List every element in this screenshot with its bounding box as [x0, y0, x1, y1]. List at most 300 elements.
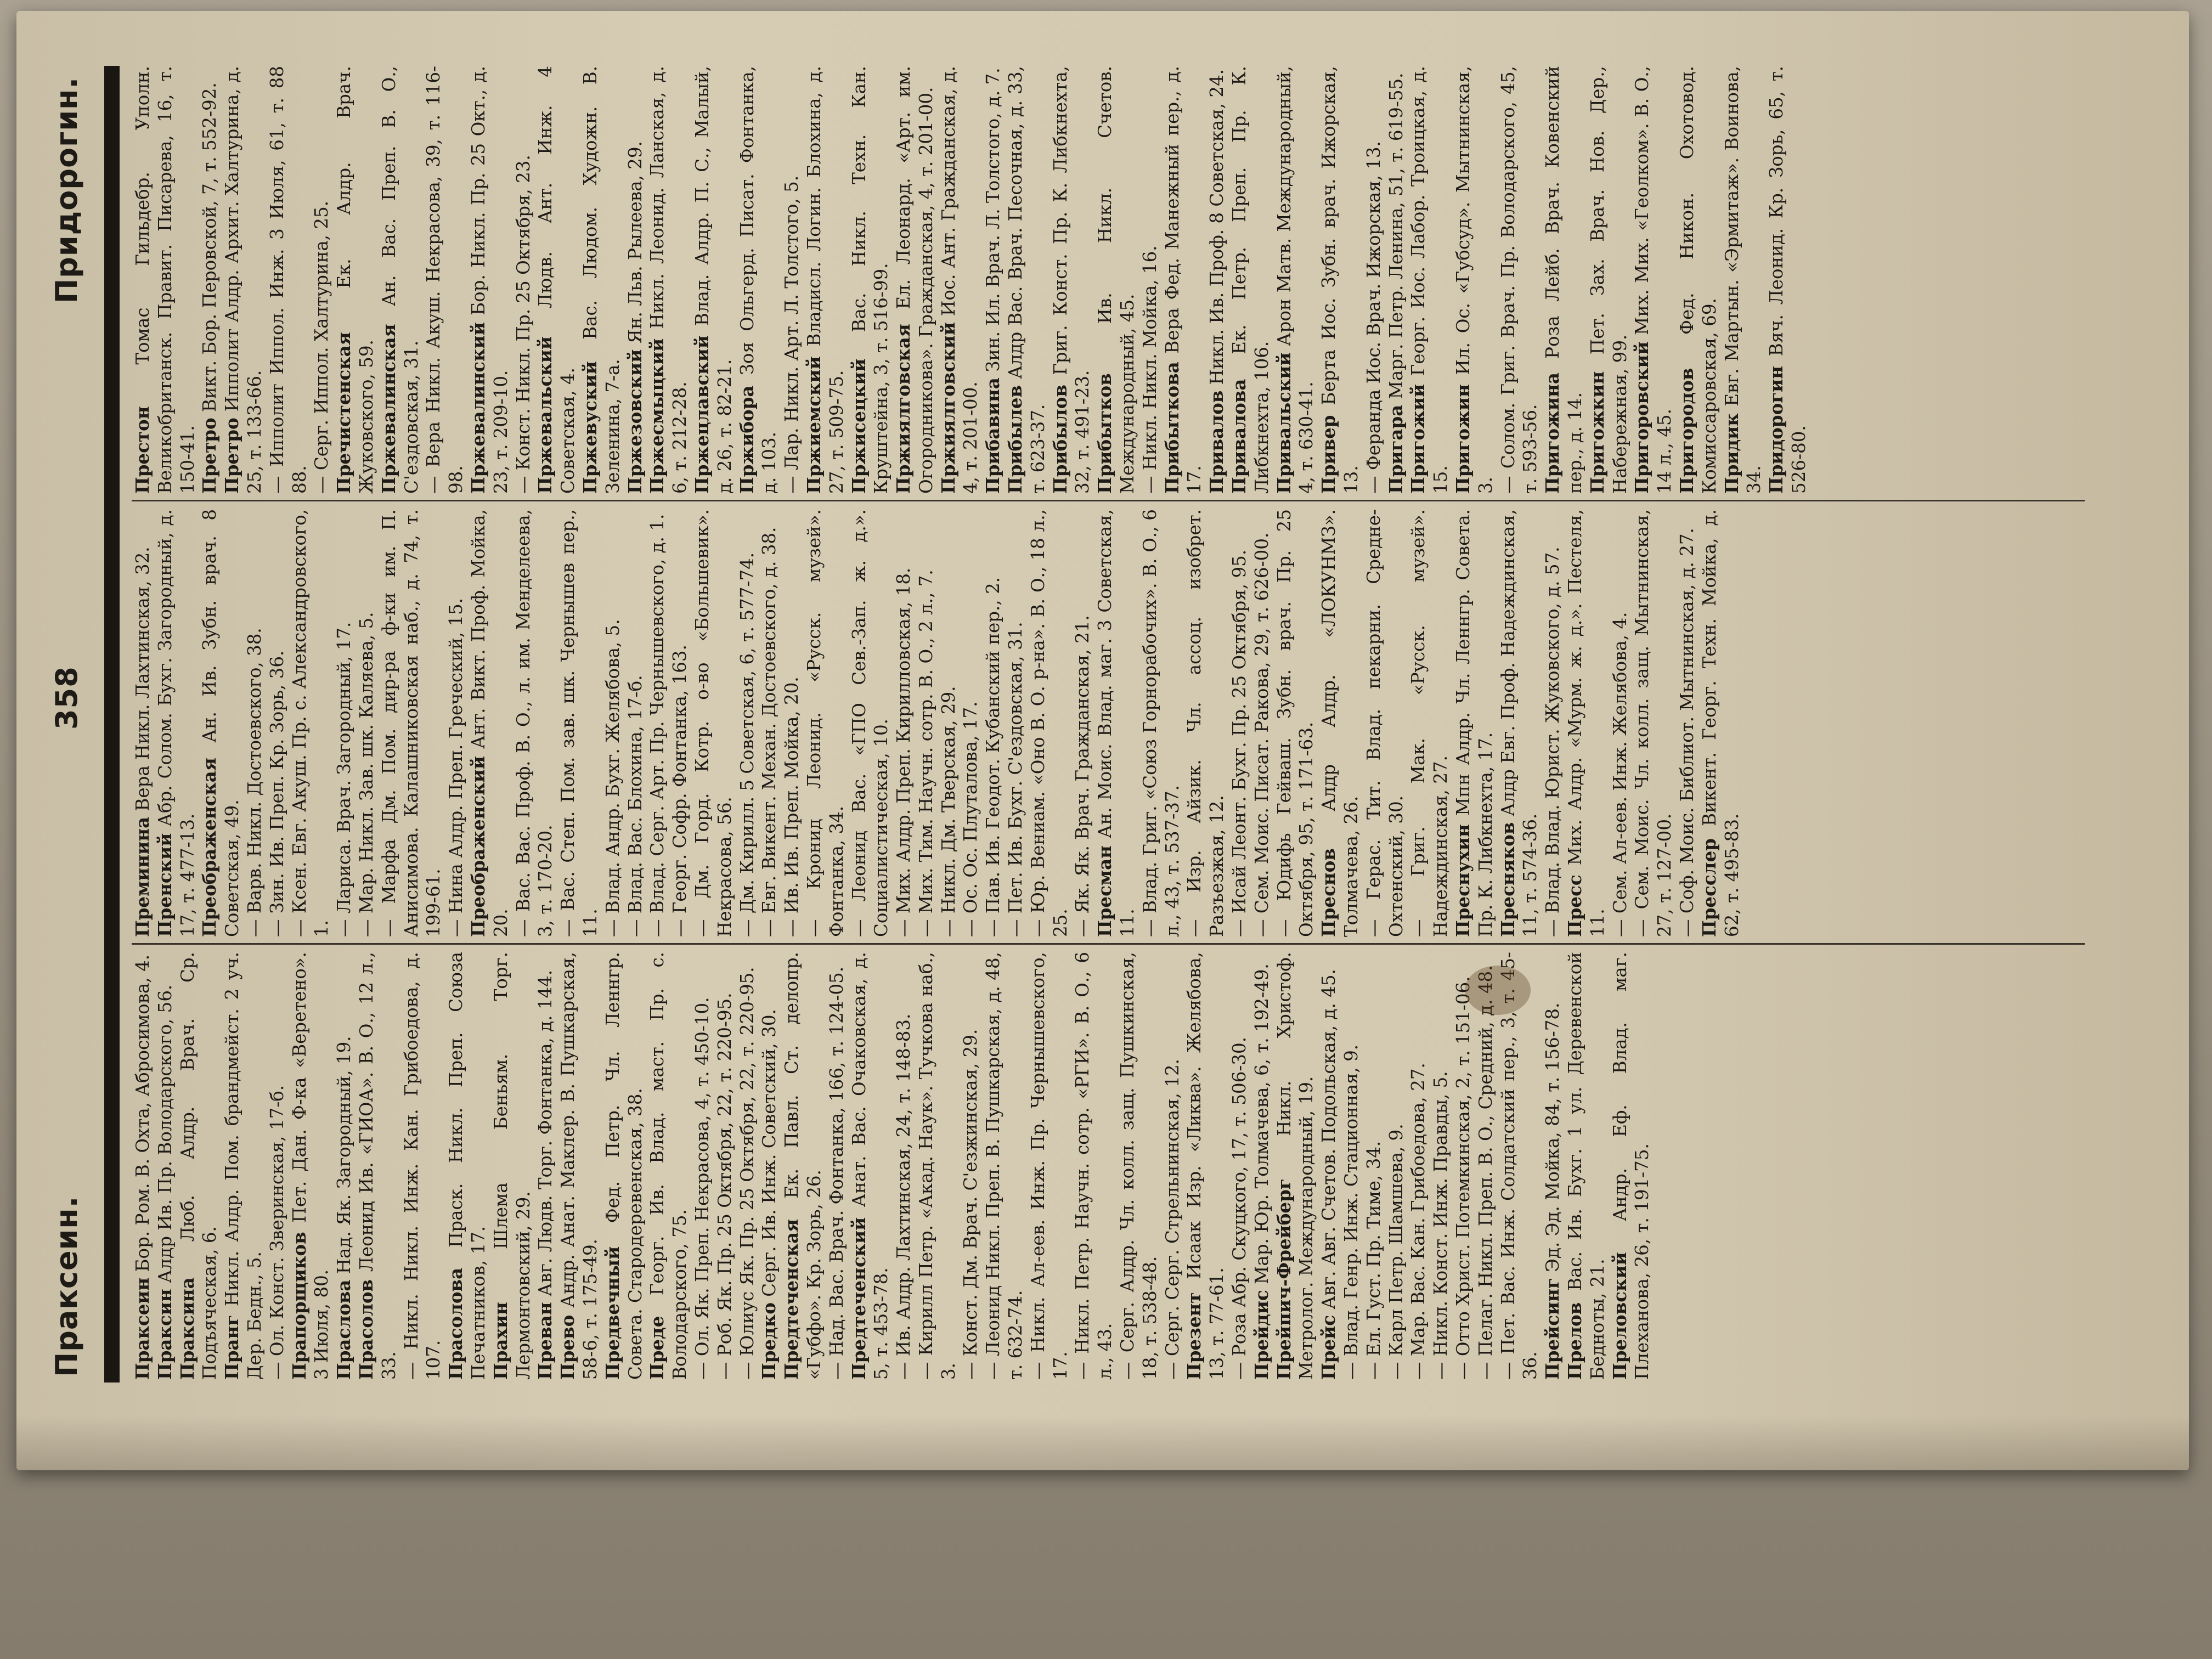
entry-text: Предтеченский Анат. Вас. Очаковская, д. 5, т. 453-78.	[848, 952, 892, 1380]
directory-entry	[1564, 952, 1609, 1380]
entry-surname: Пржецлавский	[691, 335, 713, 494]
directory-entry	[1183, 952, 1228, 1380]
entry-text: — Ол. Як. Преп. Некрасова, 4, т. 450-10.	[691, 997, 713, 1380]
directory-entry	[624, 509, 647, 937]
entry-text: Пржиялговский Иос. Ант. Гражданская, д. 4, т. 201-00.	[937, 66, 981, 494]
directory-entry	[781, 509, 803, 937]
directory-entry	[1273, 66, 1318, 494]
entry-text: Пржевальский Людв. Ант. Инж. 4 Советская, 4.	[534, 66, 579, 494]
directory-entry	[982, 66, 1005, 494]
entry-surname: Пржевуский	[579, 361, 601, 494]
entry-text: — Лариса. Врач. Загородный, 17.	[334, 622, 355, 937]
entry-surname: Прахин	[489, 1302, 511, 1380]
entry-text: Пречистенская Ек. Алдр. Врач. Жуковского, 59.	[333, 66, 377, 494]
directory-entry	[714, 952, 736, 1380]
directory-entry	[848, 509, 893, 937]
ink-stain	[1465, 966, 1531, 1015]
entry-text: Преснов Алдр Алдр. «ЛОКУНМЗ». Толмачева, 26.	[1318, 509, 1362, 937]
entry-text: Пресс Мих. Алдр. «Мурм. ж. д.». Пестеля, 11.	[1564, 509, 1608, 937]
entry-surname: Прейс	[1318, 1315, 1340, 1380]
entry-surname: Прапорщиков	[288, 1232, 310, 1380]
directory-entry	[378, 66, 423, 494]
directory-entry	[848, 952, 893, 1380]
entry-surname: Праксина	[176, 1277, 198, 1380]
directory-entry	[467, 66, 512, 494]
entry-text: — Кирилл Петр. «Акад. Наук». Тучкова наб., 3.	[915, 952, 959, 1380]
directory-entry	[1094, 509, 1139, 937]
entry-text: — Изр. Айзик. Чл. ассоц. изобрет. Разъезжая, 12.	[1184, 509, 1228, 937]
directory-entry	[691, 952, 714, 1380]
entry-text: Прибытков Ив. Никл. Счетов. Международный, 45.	[1094, 66, 1138, 494]
entry-surname: Пржевалинская	[377, 324, 399, 494]
entry-text: — Соф. Моис. Библиот. Мытнинская, д. 27.	[1676, 528, 1697, 937]
directory-entry	[132, 952, 154, 1380]
directory-entry	[333, 952, 356, 1380]
entry-surname: Прейпич-Фрейберг	[1273, 1178, 1295, 1380]
directory-entry	[691, 509, 736, 937]
directory-entry	[289, 952, 334, 1380]
entry-surname: Пржиемский	[803, 356, 825, 494]
entry-text: Пржиялговская Ел. Леонард. «Арт. им. Огородникова». Гражданская, 4, т. 201-00.	[893, 66, 936, 494]
entry-text: — Дм. Горд. Котр. о-во «Большевик». Некрасова, 56.	[691, 509, 735, 937]
entry-text: — Варв. Никл. Достоевского, 38.	[244, 628, 265, 937]
directory-entry	[378, 509, 445, 937]
entry-surname: Пржиялговская	[893, 324, 915, 494]
entry-surname: Привалов	[1206, 390, 1228, 494]
entry-text: — Влад. Серг. Арт. Пр. Чернышевского, д. 1.	[647, 514, 668, 937]
directory-entry	[1631, 66, 1676, 494]
entry-text: — Исай Леонт. Бухг. Пр. 25 Октября, 95.	[1229, 549, 1250, 937]
entry-text: — Влад. Вас. Блохина, 17-б.	[624, 675, 646, 937]
directory-entry	[736, 509, 759, 937]
entry-text: Преображенская Ан. Ив. Зубн. врач. 8 Советская, 49.	[199, 509, 243, 937]
directory-entry	[960, 952, 982, 1380]
entry-text: — Юр. Вениам. «Оно В. О. р-на». В. О., 18 л., 25.	[1027, 509, 1071, 937]
directory-entry	[1005, 66, 1049, 494]
entry-text: Пржевалинская Ан. Вас. Преп. В. О., С'ездовская, 31.	[377, 66, 422, 494]
entry-surname: Предтеченская	[781, 1218, 803, 1380]
entry-surname: Пржисецкий	[848, 358, 870, 494]
entry-text: Прелов Вас. Ив. Бухг. 1 ул. Деревенской Бедноты, 21.	[1564, 952, 1608, 1380]
directory-entry	[1721, 66, 1766, 494]
directory-entry	[490, 952, 535, 1380]
entry-text: — Над. Вас. Врач. Фонтанка, 166, т. 124-05.	[826, 966, 847, 1380]
directory-entry	[893, 509, 915, 937]
column-1	[132, 952, 2085, 1380]
entry-text: Привалова Ек. Петр. Преп. Пр. К. Либкнехта, 106.	[1228, 66, 1272, 494]
entry-text: — Пелаг. Никл. Преп. В. О., Средний, д. 48.	[1475, 965, 1496, 1380]
entry-text: Преминина Вера Никл. Лахтинская, 32.	[132, 546, 153, 937]
entry-text: — Серг. Иппол. Халтурина, 25.	[311, 200, 332, 494]
entry-surname: Пржибора	[736, 385, 758, 494]
entry-text: Претро Викт. Бор. Перовской, 7, т. 552-92.	[199, 82, 221, 494]
entry-text: — Влад. Генр. Инж. Стационная, 9.	[1341, 1044, 1362, 1380]
entry-text: Пржесмыцкий Никл. Леонид. Ланская, д. 6, т. 212-28.	[646, 66, 691, 494]
column-2	[132, 509, 2085, 937]
directory-entry	[221, 952, 266, 1380]
entry-surname: Праслова	[333, 1279, 355, 1380]
entry-text: Пранг Никл. Алдр. Пом. брандмейст. 2 уч. Дер. Бедн., 5.	[221, 952, 265, 1380]
entry-text: Пренский Абр. Солом. Бухг. Загородный, д. 17, т. 477-13.	[154, 509, 198, 937]
entry-surname: Предтеченский	[848, 1217, 870, 1380]
entry-surname: Претро	[221, 417, 243, 494]
entry-text: Предвечный Фед. Петр. Чл. Леннгр. Совета. Стародеревенская, 38.	[601, 952, 646, 1380]
entry-text: — Никл. Ал-еев. Инж. Пр. Чернышевского, 17.	[1027, 952, 1071, 1380]
directory-entry	[1005, 509, 1027, 937]
directory-entry	[132, 66, 199, 494]
entry-text: — Як. Як. Врач. Гражданская, 21.	[1072, 615, 1093, 937]
entry-surname: Пржесмыцкий	[646, 338, 668, 494]
entry-text: Прапорщиков Пет. Дан. Ф-ка «Веретено». 3 Июля, 80.	[288, 952, 332, 1380]
entry-text: Прибылов Григ. Конст. Пр. К. Либкнехта, 32, т. 491-23.	[1049, 66, 1093, 494]
directory-page	[16, 11, 2189, 1470]
directory-entry	[1094, 66, 1139, 494]
directory-entry	[1340, 952, 1363, 1380]
entry-text: — Ив. Ив. Преп. Мойка, 20.	[781, 676, 803, 937]
entry-text: Прейс Авг. Авг. Счетов. Подольская, д. 45.	[1318, 969, 1340, 1380]
page-number: 358	[49, 666, 84, 730]
running-header-right: Придорогин.	[49, 77, 84, 304]
entry-text: — Вас. Вас. Проф. В. О., л. им. Менделеева, 3, т. 170-20.	[512, 509, 556, 937]
entry-text: Праксеин Бор. Ром. В. Охта, Абросимова, 4.	[132, 954, 153, 1380]
directory-entry	[960, 509, 982, 937]
entry-text: — Солом. Григ. Врач. Пр. Володарского, 45, т. 593-56.	[1497, 66, 1541, 494]
directory-entry	[938, 509, 960, 937]
directory-entry	[199, 509, 244, 937]
directory-entry	[1228, 66, 1273, 494]
entry-text: Преде Георг. Ив. Влад. маст. Пр. с. Володарского, 75.	[646, 952, 691, 1380]
entry-text: — Ксен. Евг. Акуш. Пр. с. Александровского, 1.	[289, 509, 332, 937]
directory-entry	[1161, 952, 1184, 1380]
entry-surname: Прибылев	[1005, 385, 1026, 494]
entry-text: Пригара Марг. Петр. Ленина, 51, т. 619-55.	[1385, 72, 1407, 494]
directory-entry	[1363, 952, 1385, 1380]
entry-text: Прасолова Праск. Никл. Преп. Союза Печатников, 17.	[445, 952, 489, 1380]
column-divider	[132, 500, 2085, 501]
entry-surname: Праксеин	[132, 1277, 153, 1380]
header-rule	[104, 66, 120, 1383]
entry-text: — Мар. Вас. Кан. Грибоедова, 27.	[1408, 1063, 1429, 1380]
entry-text: — Конст. Никл. Пр. 25 Октября, 23.	[512, 155, 534, 494]
directory-entry	[1318, 509, 1363, 937]
directory-entry	[356, 509, 378, 937]
entry-text: Прахин Шлема Беньям. Торг. Лермонтовский, 29.	[489, 952, 534, 1380]
entry-surname: Пресс	[1564, 874, 1585, 937]
entry-surname: Пригоровский	[1631, 341, 1653, 494]
directory-entry	[422, 66, 467, 494]
entry-surname: Пригара	[1385, 404, 1407, 494]
directory-entry	[132, 509, 154, 937]
directory-entry	[1273, 952, 1318, 1380]
directory-entry	[579, 66, 624, 494]
directory-entry	[1564, 509, 1609, 937]
directory-entry	[445, 509, 467, 937]
directory-entry	[512, 66, 535, 494]
entry-surname: Преде	[646, 1316, 668, 1380]
entry-surname: Прибылов	[1049, 385, 1071, 494]
entry-text: — Влад. Андр. Бухг. Желябова, 5.	[602, 619, 623, 937]
entry-text: — Марфа Дм. Пом. дир-ра ф-ки им. П. Анисимова. Калашниковская наб., д. 74, т. 199-61.	[378, 509, 444, 937]
running-header-left: Праксеин.	[49, 1195, 84, 1377]
directory-entry	[1631, 509, 1676, 937]
directory-entry	[1318, 952, 1340, 1380]
directory-entry	[1587, 66, 1632, 494]
entry-surname: Предко	[758, 1302, 780, 1380]
entry-text: Пржевалинский Бор. Никл. Пр. 25 Окт., д. 23, т. 209-10.	[467, 66, 511, 494]
directory-entry	[736, 66, 781, 494]
entry-surname: Преснухин	[1452, 824, 1474, 937]
entry-text: — Серг. Алдр. Чл. колл. защ. Пушкинская, 18, т. 538-48.	[1117, 952, 1160, 1380]
entry-text: — Ив. Алдр. Лахтинская, 24, т. 148-83.	[893, 1013, 915, 1380]
directory-entry	[266, 66, 311, 494]
entry-text: Прейсинг Эд. Эд. Мойка, 84, т. 156-78.	[1542, 1002, 1564, 1380]
entry-surname: Прасолов	[355, 1279, 377, 1380]
directory-entry	[557, 509, 602, 937]
entry-text: — Конст. Дм. Врач. С'езжинская, 29.	[960, 1029, 981, 1380]
entry-text: — Евг. Викент. Механ. Достоевского, д. 38.	[759, 527, 780, 937]
entry-text: — Роб. Як. Пр. 25 Октября, 22, т. 220-95.	[714, 992, 735, 1380]
entry-surname: Презент	[1183, 1292, 1205, 1380]
entry-surname: Пржиялговский	[937, 322, 959, 494]
entry-text: — Сем. Моис. Чл. колл. защ. Мытнинская, 27, т. 127-00.	[1632, 509, 1675, 937]
entry-text: — Феранда Иос. Врач. Ижорская, 13.	[1363, 141, 1384, 494]
entry-text: Придик Евг. Мартын. «Эрмитаж». Воинова, 34.	[1720, 66, 1765, 494]
directory-entry	[803, 509, 848, 937]
entry-text: Преснухин Мпн Алдр. Чл. Леннгр. Совета. Пр. К. Либкнехта, 17.	[1452, 509, 1496, 937]
directory-entry	[445, 952, 490, 1380]
directory-entry	[1542, 66, 1587, 494]
directory-entry	[646, 66, 691, 494]
entry-text: — Мар. Никл. Зав. шк. Каляева, 5.	[356, 612, 377, 937]
directory-entry	[1116, 952, 1161, 1380]
directory-entry	[1676, 509, 1699, 937]
entry-text: Пржиемский Владисл. Логин. Блохина, д. 27, т. 509-75.	[803, 66, 847, 494]
entry-surname: Прибыткова	[1161, 362, 1183, 494]
entry-surname: Прибытков	[1094, 373, 1116, 494]
entry-text: Пригожий Георг. Иос. Лабор. Троицкая, д. 15.	[1407, 66, 1452, 494]
entry-text: Пригожкин Пет. Зах. Врач. Нов. Дер., Набережная, 99.	[1586, 66, 1630, 494]
entry-text: Пржезовский Ян. Льв. Рылеева, 29.	[624, 141, 646, 494]
entry-text: — Нина Алдр. Преп. Греческий, 15.	[445, 597, 467, 937]
directory-entry	[1071, 952, 1116, 1380]
entry-surname: Пречистенская	[333, 332, 355, 494]
directory-entry	[938, 66, 983, 494]
entry-text: Пржевуский Вас. Людом. Художн. В. Зеленина, 7-а.	[579, 66, 623, 494]
entry-text: — Вера Никл. Акуш. Некрасова, 39, т. 116-98.	[423, 66, 467, 494]
entry-surname: Привальский	[1273, 352, 1295, 494]
entry-text: — Мих. Алдр. Преп. Кирилловская, 18.	[893, 567, 915, 937]
directory-entry	[311, 66, 333, 494]
entry-text: Праслова Над. Як. Загородный, 19.	[333, 1036, 355, 1380]
entry-text: Презент Исаак Изр. «Ликва». Желябова, 13, т. 77-61.	[1183, 952, 1228, 1380]
entry-text: Пржисецкий Вас. Никл. Техн. Кан. Круштейна, 3, т. 516-99.	[848, 66, 892, 494]
directory-entry	[1452, 509, 1497, 937]
directory-entry	[512, 509, 557, 937]
directory-entry	[646, 952, 691, 1380]
entry-text: Преван Авг. Людв. Торг. Фонтанка, д. 144.	[534, 969, 556, 1380]
directory-entry	[982, 952, 1027, 1380]
entry-text: — Леонид Вас. «ГПО Сев.-Зап. ж. д.». Социалистическая, 10.	[848, 509, 892, 937]
directory-entry	[691, 66, 736, 494]
entry-text: Прейпич-Фрейберг Никл. Христоф. Метролог. Международный, 19.	[1273, 952, 1317, 1380]
directory-entry	[1452, 952, 1475, 1380]
directory-entry	[781, 952, 826, 1380]
directory-entry	[1139, 66, 1161, 494]
directory-entry	[1765, 66, 1810, 494]
entry-surname: Прелов	[1564, 1302, 1585, 1380]
entry-text: — Никл. Никл. Мойка, 16.	[1139, 245, 1160, 494]
entry-text: Праксина Люб. Алдр. Врач. Ср. Подъяческая, 6.	[176, 952, 221, 1380]
column-divider	[132, 943, 2085, 945]
entry-surname: Преображенский	[467, 756, 489, 937]
entry-text: — Пет. Ив. Бухг. С'ездовская, 31.	[1005, 622, 1026, 937]
directory-entry	[1183, 509, 1228, 937]
directory-entry	[1228, 509, 1251, 937]
entry-text: Пресняков Алдр Евг. Проф. Надеждинская, 11, т. 574-36.	[1497, 509, 1541, 937]
entry-text: — Дм. Кирилл. 5 Советская, 6, т. 577-74.	[736, 552, 758, 937]
directory-entry	[1049, 66, 1094, 494]
directory-entry	[1161, 66, 1206, 494]
directory-entry	[1363, 509, 1408, 937]
entry-surname: Привер	[1318, 415, 1340, 494]
directory-entry	[221, 66, 266, 494]
entry-text: Преображенский Ант. Викт. Проф. Мойка, 20.	[467, 509, 511, 937]
entry-text: — Григ. Мак. «Русск. музей». Надеждинская, 27.	[1408, 509, 1452, 937]
entry-text: Предко Серг. Ив. Инж. Советский, 30.	[758, 1009, 780, 1380]
entry-text: Пресман Ан. Моис. Влад. маг. 3 Советская, 11.	[1094, 509, 1138, 937]
entry-text: Привер Берта Иос. Зубн. врач. Ижорская, 13.	[1318, 66, 1362, 494]
entry-surname: Пригожкин	[1586, 371, 1608, 494]
entry-text: — Ел. Густ. Пр. Тиме, 34.	[1363, 1141, 1384, 1380]
entry-surname: Предвечный	[601, 1246, 623, 1380]
entry-text: — Вас. Степ. Пом. зав. шк. Чернышев пер., 11.	[557, 509, 601, 937]
entry-surname: Пресслер	[1698, 838, 1720, 937]
entry-text: Прибыткова Вера Фед. Манежный пер., д. 17.	[1161, 66, 1205, 494]
entry-text: — Юлиус Як. Пр. 25 Октября, 22, т. 220-95.	[736, 967, 758, 1380]
entry-text: — Никл. Никл. Инж. Кан. Грибоедова, д. 107.	[400, 952, 444, 1380]
directory-entry	[1385, 952, 1408, 1380]
directory-entry	[1139, 509, 1184, 937]
entry-text: — Лар. Никл. Арт. Л. Толстого, 5.	[781, 175, 803, 494]
directory-entry	[154, 952, 177, 1380]
entry-text: Прасолов Леонид Ив. «ГИОА». В. О., 12 л., 33.	[355, 952, 399, 1380]
directory-entry	[199, 66, 221, 494]
entry-text: — Никл. Дм. Тверская, 29.	[938, 686, 959, 937]
entry-text: Претро Ипполит Алдр. Архит. Халтурина, д. 25, т. 133-66.	[221, 66, 265, 494]
directory-entry	[1497, 509, 1542, 937]
directory-entry	[1385, 66, 1408, 494]
entry-text: — Никл. Петр. Научн. сотр. «РГИ». В. О., 6 л., 43.	[1072, 952, 1116, 1380]
directory-entry	[669, 509, 691, 937]
entry-surname: Преснов	[1318, 848, 1340, 937]
entry-text: — Карл Петр. Шамшева, 9.	[1385, 1124, 1407, 1380]
directory-entry	[400, 952, 445, 1380]
entry-text: Предтеченская Ек. Павл. Ст. делопр. «Губфо». Кр. Зорь, 26.	[781, 952, 825, 1380]
entry-surname: Прейсинг	[1542, 1278, 1564, 1380]
entry-text: Пригожина Роза Лейб. Врач. Ковенский пер., д. 14.	[1542, 66, 1585, 494]
directory-entry	[1407, 66, 1452, 494]
entry-surname: Пригожина	[1542, 373, 1564, 494]
entry-surname: Престон	[132, 406, 153, 494]
entry-text: — Пав. Ив. Геодот. Кубанский пер., 2.	[983, 577, 1004, 937]
directory-entry	[1542, 952, 1564, 1380]
entry-text: — Зин. Ив. Преп. Кр. Зорь, 36.	[266, 650, 287, 937]
entry-text: — Влад. Григ. «Союз Горнорабочих». В. О., 6 л., 43, т. 537-37.	[1139, 509, 1183, 937]
directory-entry	[289, 509, 334, 937]
directory-entry	[356, 952, 400, 1380]
directory-entry	[803, 66, 848, 494]
entry-text: — Никл. Конст. Инж. Правды, 5.	[1430, 1071, 1452, 1380]
directory-entry	[1251, 952, 1273, 1380]
entry-text: Прево Андр. Анат. Маклер. В. Пушкарская, 58-6, т. 175-49.	[557, 952, 601, 1380]
directory-entry	[1363, 66, 1385, 494]
directory-entry	[893, 952, 915, 1380]
directory-entry	[1318, 66, 1363, 494]
entry-text: — Роза Абр. Скуцкого, 17, т. 506-30.	[1229, 1036, 1250, 1380]
entry-surname: Преловский	[1609, 1252, 1630, 1380]
directory-entry	[1452, 66, 1497, 494]
rotated-page-content	[16, 11, 2156, 1437]
entry-text: Престон Томас Гильдебр. Уполн. Великобританск. Правит. Писарева, 16, т. 150-41.	[132, 66, 198, 494]
directory-entry	[333, 509, 356, 937]
directory-entry	[557, 952, 602, 1380]
directory-entry	[1430, 952, 1452, 1380]
entry-text: — Отто Христ. Потемкинская, 2, т. 151-06.	[1453, 976, 1474, 1380]
directory-entry	[624, 66, 647, 494]
entry-surname: Придик	[1720, 413, 1742, 494]
entry-surname: Преображенская	[199, 758, 221, 937]
entry-surname: Праксин	[154, 1289, 176, 1380]
entry-text: Привалов Никл. Ив. Проф. 8 Советская, 24.	[1206, 69, 1228, 494]
directory-entry	[1497, 66, 1542, 494]
entry-text: — Леонид Никл. Преп. В. Пушкарская, д. 48, т. 632-74.	[983, 952, 1026, 1380]
directory-entry	[848, 66, 893, 494]
directory-entry	[154, 509, 199, 937]
entry-surname: Пресняков	[1497, 822, 1519, 937]
entry-text: Прейдис Мар. Юр. Толмачева, 6, т. 192-49.	[1250, 963, 1272, 1380]
entry-text: — Ос. Ос. Плуталова, 17.	[960, 701, 981, 937]
entry-text: Преловский Андр. Еф. Влад. маг. Плеханова, 26, т. 191-75.	[1609, 952, 1653, 1380]
entry-text: — Юдифь Гейваш. Зубн. врач. Пр. 25 Октября, 95, т. 171-63.	[1273, 509, 1317, 937]
entry-surname: Прево	[557, 1314, 579, 1380]
entry-surname: Пригородов	[1675, 368, 1697, 494]
entry-text: Пригоровский Мих. Мих. «Геолком». В. О., 14 л., 45.	[1631, 66, 1675, 494]
directory-entry	[758, 952, 781, 1380]
entry-text: Пресслер Викент. Георг. Техн. Мойка, д. 62, т. 495-83.	[1698, 509, 1742, 937]
directory-entry	[646, 509, 669, 937]
entry-text: Праксин Алдр Ив. Пр. Володарского, 56.	[154, 984, 176, 1380]
entry-text: Пржибора Зоя Ольгерд. Писат. Фонтанка, д. 103.	[736, 66, 780, 494]
directory-entry	[467, 509, 512, 937]
column-3	[132, 66, 2085, 494]
directory-entry	[602, 509, 624, 937]
directory-entry	[826, 952, 848, 1380]
directory-entry	[1206, 66, 1228, 494]
entry-surname: Преван	[534, 1302, 556, 1380]
entry-surname: Прейдис	[1250, 1290, 1272, 1380]
entry-text: — Сем. Моис. Писат. Ракова, 29, т. 626-00.	[1251, 532, 1272, 937]
entry-surname: Пригожин	[1452, 384, 1474, 494]
directory-entry	[1676, 66, 1721, 494]
entry-surname: Пржевальский	[534, 336, 556, 494]
entry-text: — Ипполит Иппол. Инж. 3 Июля, 61, т. 88 88.	[266, 66, 310, 494]
directory-entry	[244, 509, 266, 937]
entry-text: — Сем. Ал-еев. Инж. Желябова, 4.	[1609, 612, 1630, 937]
directory-entry	[266, 952, 289, 1380]
directory-entry	[177, 952, 222, 1380]
directory-entry	[1071, 509, 1094, 937]
directory-entry	[1228, 952, 1251, 1380]
